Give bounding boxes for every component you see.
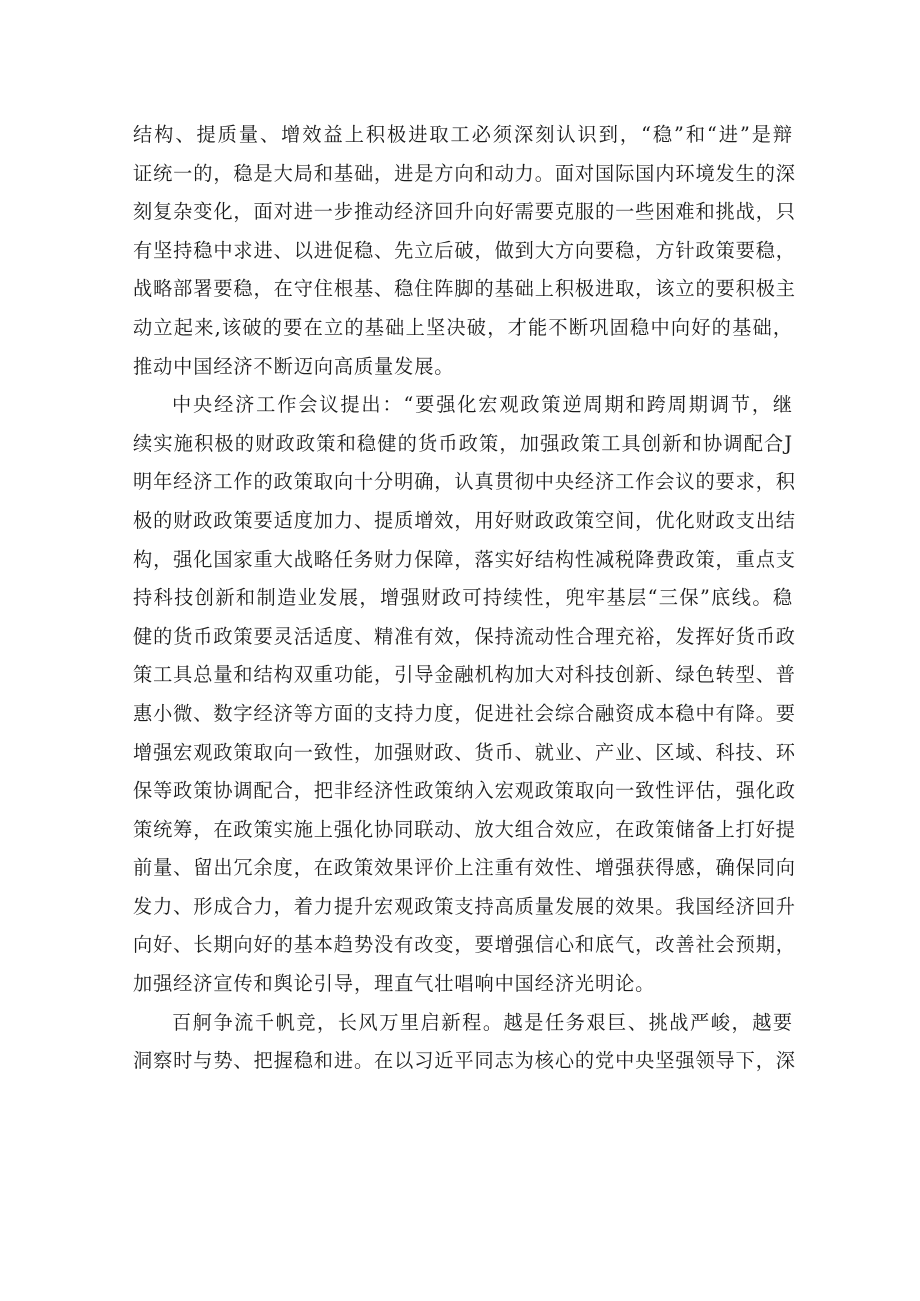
paragraph-2 bbox=[133, 386, 796, 1004]
text-line: 持科技创新和制造业发展，增强财政可持续性，兜牢基层“三保”底线。稳 bbox=[133, 586, 793, 610]
text-line: 证统一的，稳是大局和基础，进是方向和动力。面对国际国内环境发生的深 bbox=[133, 161, 796, 185]
paragraph-1 bbox=[133, 116, 796, 386]
text-line: 结构、提质量、增效益上积极进取工必须深刻认识到，“稳”和“进”是辩 bbox=[133, 123, 793, 146]
text-line: 加强经济宣传和舆论引导，理直气壮唱响中国经济光明论。 bbox=[133, 972, 656, 996]
text-line: 前量、留出冗余度，在政策效果评价上注重有效性、增强获得感，确保同向 bbox=[133, 856, 796, 880]
text-line: 有坚持稳中求进、以进促稳、先立后破，做到大方向要稳，方针政策要稳， bbox=[133, 238, 796, 262]
text-line: 向好、长期向好的基本趋势没有改变，要增强信心和底气，改善社会预期， bbox=[133, 933, 796, 957]
text-line: 续实施积极的财政政策和稳健的货币政策，加强政策工具创新和协调配合J bbox=[133, 431, 793, 455]
text-line: 刻复杂变化，面对进一步推动经济回升向好需要克服的一些困难和挑战，只 bbox=[133, 200, 796, 224]
text-line: 惠小微、数字经济等方面的支持力度，促进社会综合融资成本稳中有降。要 bbox=[133, 701, 796, 725]
text-line: 构，强化国家重大战略任务财力保障，落实好结构性减税降费政策，重点支 bbox=[133, 547, 796, 571]
text-line: 保等政策协调配合，把非经济性政策纳入宏观政策取向一致性评估，强化政 bbox=[133, 779, 796, 803]
text-line: 中央经济工作会议提出：“要强化宏观政策逆周期和跨周期调节，继 bbox=[172, 393, 793, 417]
text-line: 动立起来,该破的要在立的基础上坚决破，才能不断巩固稳中向好的基础， bbox=[133, 315, 793, 339]
text-line: 策统筹，在政策实施上强化协同联动、放大组合效应，在政策储备上打好提 bbox=[133, 817, 796, 841]
document-body bbox=[133, 116, 796, 1081]
text-line: 战略部署要稳，在守住根基、稳住阵脚的基础上积极进取，该立的要积极主 bbox=[133, 277, 796, 301]
text-line: 推动中国经济不断迈向高质量发展。 bbox=[133, 354, 455, 378]
paragraph-3 bbox=[133, 1004, 796, 1081]
text-line: 健的货币政策要灵活适度、精准有效，保持流动性合理充裕，发挥好货币政 bbox=[133, 624, 796, 648]
text-line: 洞察时与势、把握稳和进。在以习近平同志为核心的党中央坚强领导下，深 bbox=[133, 1049, 796, 1073]
text-line: 百舸争流千帆竞，长风万里启新程。越是任务艰巨、挑战严峻，越要 bbox=[172, 1010, 793, 1034]
text-line: 策工具总量和结构双重功能，引导金融机构加大对科技创新、绿色转型、普 bbox=[133, 663, 796, 687]
text-line: 发力、形成合力，着力提升宏观政策支持高质量发展的效果。我国经济回升 bbox=[133, 894, 796, 918]
text-line: 增强宏观政策取向一致性，加强财政、货币、就业、产业、区域、科技、环 bbox=[133, 740, 796, 764]
text-line: 极的财政政策要适度加力、提质增效，用好财政政策空间，优化财政支出结 bbox=[133, 508, 796, 532]
text-line: 明年经济工作的政策取向十分明确，认真贯彻中央经济工作会议的要求，积 bbox=[133, 470, 796, 494]
